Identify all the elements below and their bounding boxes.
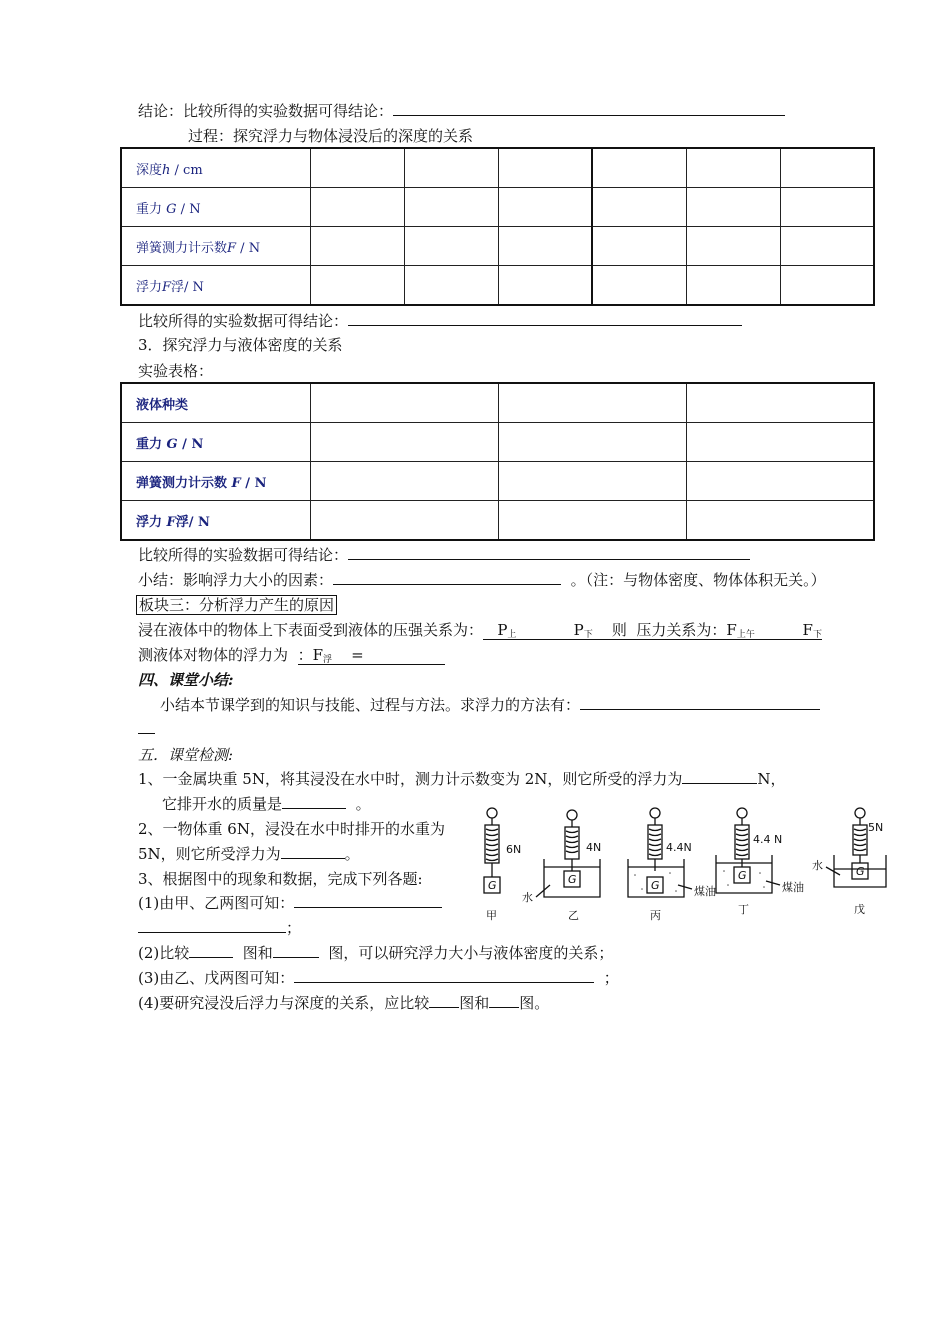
- table-row: [121, 462, 874, 501]
- kerosene-label-ding: 煤油: [782, 881, 804, 894]
- water-label-wu: 水: [812, 859, 823, 872]
- table-cell[interactable]: [592, 188, 686, 227]
- table-cell[interactable]: [686, 462, 874, 501]
- answer-blank[interactable]: [393, 101, 785, 116]
- figure-label-yi: 乙: [568, 909, 579, 922]
- answer-blank[interactable]: [580, 695, 820, 710]
- question-2-line-1: 2、一物体重 6N，浸没在水中时排开的水重为: [138, 820, 445, 838]
- table-cell[interactable]: [310, 227, 404, 266]
- table-cell[interactable]: [310, 501, 498, 541]
- table-cell[interactable]: [498, 148, 592, 188]
- object-g-wu: G: [856, 865, 865, 878]
- table-cell[interactable]: [686, 266, 780, 306]
- question-2-line-2: 5N，则它所受浮力为 。: [138, 845, 360, 863]
- table-cell[interactable]: [592, 266, 686, 306]
- answer-blank[interactable]: [682, 769, 757, 784]
- answer-blank[interactable]: [333, 570, 561, 585]
- question-3-3-line: (3)由乙、戊两图可知： ；: [138, 969, 619, 987]
- question-1-line-1: 1、一金属块重 5N，将其浸没在水中时，测力计示数变为 2N，则它所受的浮力为 N，: [138, 770, 786, 788]
- table-cell[interactable]: [404, 148, 498, 188]
- table-row: [121, 188, 874, 227]
- density-data-table: [120, 382, 875, 541]
- answer-blank[interactable]: [189, 943, 233, 958]
- answer-blank[interactable]: [273, 943, 319, 958]
- table-cell[interactable]: [686, 227, 780, 266]
- answer-blank[interactable]: [429, 993, 459, 1008]
- question-3-1-continuation: ；: [138, 917, 301, 938]
- depth-data-table: [120, 147, 875, 306]
- table-row: [121, 383, 874, 423]
- figure-label-jia: 甲: [486, 909, 497, 922]
- answer-blank[interactable]: [138, 725, 155, 734]
- table-cell[interactable]: [310, 266, 404, 306]
- table-cell[interactable]: [686, 383, 874, 423]
- table-label: 实验表格：: [138, 362, 214, 380]
- buoyancy-experiment-figure: [470, 805, 890, 925]
- question-3-2-line: (2)比较 图和 图，可以研究浮力大小与液体密度的关系；: [138, 944, 614, 962]
- table-row: [121, 266, 874, 306]
- row-label: 弹簧测力计示数 F / N: [121, 462, 310, 501]
- table-cell[interactable]: [686, 423, 874, 462]
- figure-label-ding: 丁: [738, 903, 749, 916]
- answer-blank[interactable]: [138, 918, 286, 933]
- table-cell[interactable]: [780, 266, 874, 306]
- kerosene-label-bing: 煤油: [694, 885, 716, 898]
- answer-blank[interactable]: [348, 311, 742, 326]
- table-row: [121, 227, 874, 266]
- section-4-text: 小结本节课学到的知识与技能、过程与方法。求浮力的方法有：: [160, 694, 820, 715]
- section-4-title: 四、课堂小结:: [138, 671, 234, 689]
- table-cell[interactable]: [498, 227, 592, 266]
- section-5-title: 五．课堂检测:: [138, 746, 234, 764]
- table-cell[interactable]: [780, 188, 874, 227]
- conclusion-line-3: 比较所得的实验数据可得结论：: [138, 544, 750, 565]
- table-row: [121, 423, 874, 462]
- answer-blank[interactable]: [294, 893, 442, 908]
- answer-blank[interactable]: [281, 844, 345, 859]
- summary-line: 小结：影响浮力大小的因素： 。（注：与物体密度、物体体积无关。）: [138, 571, 826, 589]
- row-label: 重力 G / N: [121, 188, 310, 227]
- row-label: 弹簧测力计示数F / N: [121, 227, 310, 266]
- section-4-continuation: [138, 720, 155, 738]
- row-label: 深度h / cm: [121, 148, 310, 188]
- table-cell[interactable]: [780, 148, 874, 188]
- question-3-4-line: (4)要研究浸没后浮力与深度的关系，应比较 图和 图。: [138, 994, 550, 1012]
- conclusion-line-1: 结论：比较所得的实验数据可得结论：: [138, 100, 785, 121]
- table-cell[interactable]: [498, 501, 686, 541]
- table-cell[interactable]: [686, 188, 780, 227]
- table-cell[interactable]: [592, 227, 686, 266]
- answer-blank[interactable]: [282, 794, 346, 809]
- spring-scale-ding: [716, 808, 783, 893]
- question-3-line: 3、根据图中的现象和数据，完成下列各题:: [138, 870, 423, 888]
- figure-label-wu: 戊: [854, 903, 865, 916]
- block-3-heading: 板块三：分析浮力产生的原因: [136, 594, 337, 615]
- water-label-yi: 水: [522, 891, 533, 904]
- answer-blank[interactable]: [489, 993, 519, 1008]
- force-label-yi: 4N: [586, 841, 602, 854]
- table-cell[interactable]: [310, 462, 498, 501]
- answer-blank[interactable]: [348, 545, 750, 560]
- item-3-heading: 3．探究浮力与液体密度的关系: [138, 336, 343, 354]
- table-cell[interactable]: [310, 383, 498, 423]
- pressure-relation-line: 浸在液体中的物体上下表面受到液体的压强关系为： $P_上$ $P_下$ 则 压力关系为：$F_{上午}$ $F_下$: [138, 621, 822, 640]
- table-cell[interactable]: [310, 423, 498, 462]
- table-cell[interactable]: [404, 227, 498, 266]
- force-label-bing: 4.4N: [666, 841, 692, 854]
- table-cell[interactable]: [686, 148, 780, 188]
- row-label: 重力 G / N: [121, 423, 310, 462]
- table-cell[interactable]: [780, 227, 874, 266]
- row-label: 液体种类: [121, 383, 310, 423]
- figure-label-bing: 丙: [650, 909, 661, 922]
- table-cell[interactable]: [592, 148, 686, 188]
- object-g-ding: G: [738, 869, 747, 882]
- question-3-1-line: (1)由甲、乙两图可知：: [138, 892, 442, 913]
- force-label-ding: 4.4 N: [753, 833, 783, 846]
- question-1-line-2: 它排开水的质量是 。: [162, 795, 371, 813]
- table-cell[interactable]: [404, 266, 498, 306]
- float-force-line: 测液体对物体的浮力为 ：$F_浮$ =: [138, 644, 445, 665]
- object-g-bing: G: [651, 879, 660, 892]
- table-cell[interactable]: [498, 188, 592, 227]
- object-g-yi: G: [568, 873, 577, 886]
- process-line: 过程：探究浮力与物体浸没后的深度的关系: [188, 127, 474, 145]
- table-cell[interactable]: [404, 188, 498, 227]
- conclusion-line-2: 比较所得的实验数据可得结论：: [138, 310, 742, 331]
- table-row: [121, 148, 874, 188]
- row-label: 浮力F浮/ N: [121, 266, 310, 306]
- force-label-wu: 5N: [868, 821, 884, 834]
- row-label: 浮力 F浮/ N: [121, 501, 310, 541]
- object-g-jia: G: [488, 879, 497, 892]
- table-cell[interactable]: [498, 383, 686, 423]
- table-row: [121, 501, 874, 541]
- table-cell[interactable]: [498, 423, 686, 462]
- table-cell[interactable]: [498, 462, 686, 501]
- table-cell[interactable]: [498, 266, 592, 306]
- table-cell[interactable]: [310, 188, 404, 227]
- force-label-jia: 6N: [506, 843, 522, 856]
- answer-blank[interactable]: [294, 968, 594, 983]
- table-cell[interactable]: [310, 148, 404, 188]
- table-cell[interactable]: [686, 501, 874, 541]
